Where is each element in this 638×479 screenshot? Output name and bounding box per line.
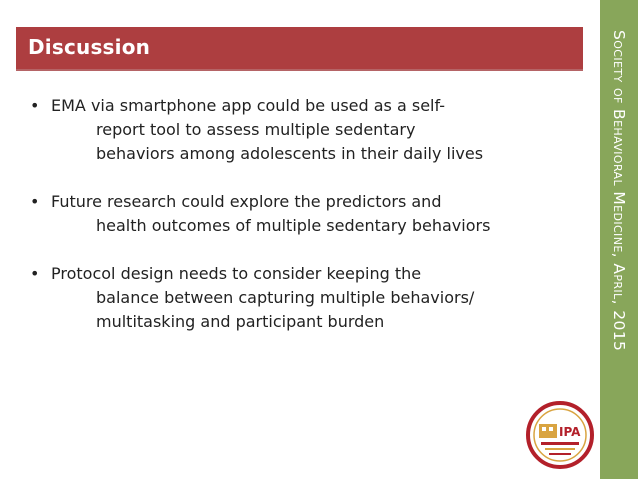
- logo-bar: [545, 448, 575, 450]
- slide-title: Discussion: [28, 35, 151, 59]
- conference-label: Society of Behavioral Medicine, April, 2015: [610, 30, 628, 352]
- bullet-item: [30, 190, 580, 238]
- bullet-list: [30, 94, 580, 358]
- bullet-text-line: health outcomes of multiple sedentary behaviors: [96, 216, 491, 235]
- bullet-text-line: behaviors among adolescents in their daily lives: [96, 144, 484, 163]
- bullet-item: [30, 94, 580, 166]
- logo-building: [539, 424, 557, 438]
- logo-bar: [549, 453, 571, 455]
- bullet-text-line: Future research could explore the predictors and: [51, 192, 442, 211]
- bullet-text-line: EMA via smartphone app could be used as a self-: [51, 96, 446, 115]
- logo-window: [549, 427, 553, 431]
- bullet-marker: •: [30, 264, 40, 283]
- title-bar: [16, 27, 583, 71]
- bullet-text-line: report tool to assess multiple sedentary: [96, 120, 416, 139]
- logo-lettering: IPA: [559, 425, 581, 439]
- bullet-item: [30, 262, 580, 334]
- ipa-logo: [525, 400, 595, 470]
- bullet-text-line: balance between capturing multiple behaviors/: [96, 288, 475, 307]
- bullet-text-line: multitasking and participant burden: [96, 312, 385, 331]
- bullet-marker: •: [30, 96, 40, 115]
- bullet-marker: •: [30, 192, 40, 211]
- sidebar-band: [600, 0, 638, 479]
- logo-window: [542, 427, 546, 431]
- logo-bar: [541, 442, 579, 445]
- bullet-text-line: Protocol design needs to consider keeping the: [51, 264, 422, 283]
